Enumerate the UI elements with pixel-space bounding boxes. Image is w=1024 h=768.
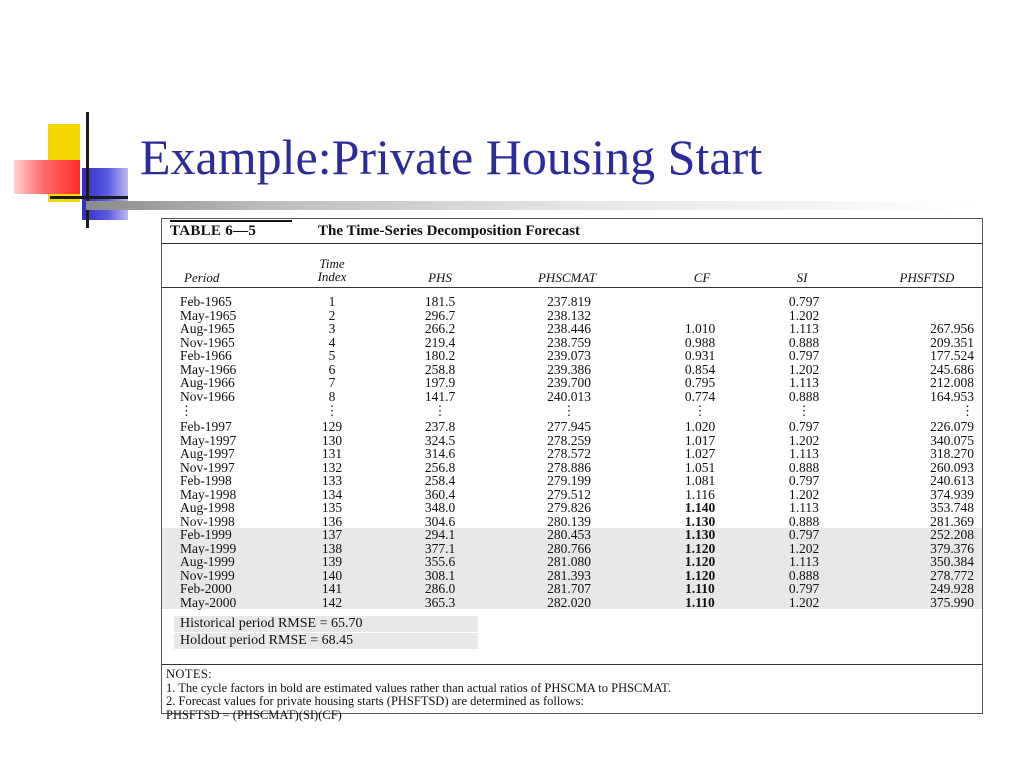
table-row [162, 363, 982, 377]
cell-cf: 1.020 [684, 419, 716, 434]
cell-phs: 294.1 [424, 527, 456, 542]
cell-cf: 0.988 [684, 334, 716, 350]
cell-period: May-1965 [180, 307, 237, 323]
table-row [162, 295, 982, 309]
cell-phscmat: ⋮ [562, 403, 576, 418]
slide-title: Example:Private Housing Start [140, 129, 763, 185]
cell-period: May-1997 [180, 432, 237, 448]
cell-phsftsd: 245.686 [930, 361, 974, 377]
note-2: 2. Forecast values for private housing starts (PHSFTSD) are determined as follows: [166, 694, 584, 708]
header-phs: PHS [428, 270, 452, 285]
decor-horizontal-line [50, 196, 128, 199]
cell-phs: 314.6 [424, 446, 456, 461]
cell-phs: 355.6 [424, 554, 456, 569]
cell-time-index: 140 [321, 567, 343, 583]
cell-period: May-2000 [180, 594, 237, 610]
header-time-index-line2: Index [317, 269, 347, 284]
cell-phsftsd: 212.008 [930, 375, 974, 390]
cell-phsftsd: 177.524 [930, 348, 974, 363]
cell-cf: 1.120 [684, 540, 716, 556]
header-phscmat: PHSCMAT [537, 270, 597, 285]
cell-phs: 324.5 [424, 432, 456, 448]
table-row [162, 390, 982, 404]
table-row [162, 542, 982, 556]
cell-phscmat: 279.826 [547, 500, 591, 515]
cell-cf: 1.140 [684, 500, 716, 515]
cell-time-index: ⋮ [325, 403, 339, 418]
cell-phs: 286.0 [424, 581, 456, 596]
cell-time-index: 135 [321, 500, 343, 515]
cell-phscmat: 281.707 [547, 581, 591, 596]
cell-period: Feb-1998 [180, 473, 232, 488]
cell-period: May-1999 [180, 540, 237, 556]
cell-phscmat: 237.819 [547, 294, 591, 309]
cell-si: 1.113 [789, 500, 819, 515]
cell-period: Nov-1999 [180, 567, 235, 583]
cell-time-index: 136 [321, 513, 343, 529]
cell-cf: 0.931 [684, 348, 716, 363]
cell-si: 0.797 [788, 348, 820, 363]
cell-phscmat: 279.199 [547, 473, 591, 488]
table-label: TABLE 6—5 [170, 223, 257, 239]
cell-period: Aug-1997 [180, 446, 235, 461]
table-row [162, 515, 982, 529]
notes-rule [162, 664, 982, 665]
cell-phscmat: 239.073 [547, 348, 591, 363]
cell-si: 0.888 [788, 334, 820, 350]
cell-si: 0.797 [788, 581, 820, 596]
cell-phsftsd: 240.613 [930, 473, 974, 488]
cell-phscmat: 279.512 [547, 486, 591, 502]
cell-time-index: 134 [321, 486, 343, 502]
table-row [162, 582, 982, 596]
cell-phs: 348.0 [424, 500, 456, 515]
cell-cf: 1.110 [685, 581, 715, 596]
cell-phsftsd: 278.772 [930, 567, 974, 583]
table-row [162, 555, 982, 569]
cell-time-index: 130 [321, 432, 343, 448]
table-rule-top [162, 243, 982, 244]
cell-phscmat: 278.886 [547, 459, 591, 475]
cell-period: ⋮ [180, 403, 193, 418]
cell-phs: 237.8 [424, 419, 456, 434]
header-time-index-line1: Time [319, 256, 345, 271]
cell-si: 1.202 [788, 540, 820, 556]
cell-time-index: 6 [328, 361, 336, 377]
cell-period: May-1998 [180, 486, 237, 502]
cell-phscmat: 239.700 [547, 375, 591, 390]
cell-phs: 377.1 [424, 540, 456, 556]
cell-phsftsd: 209.351 [930, 334, 974, 350]
table-row [162, 322, 982, 336]
cell-si: 1.202 [788, 594, 820, 610]
table-row [162, 434, 982, 448]
table-row-ellipsis [162, 403, 982, 420]
cell-phs: 308.1 [424, 567, 456, 583]
cell-phs: 365.3 [424, 594, 456, 610]
header-period: Period [184, 270, 220, 285]
cell-phs: ⋮ [433, 403, 447, 418]
header-rule [162, 287, 982, 288]
title-underline-rule [86, 201, 986, 210]
cell-phsftsd: ⋮ [961, 403, 974, 418]
table-row [162, 528, 982, 542]
cell-cf: 1.081 [684, 473, 716, 488]
cell-si: 1.202 [788, 432, 820, 448]
table-row [162, 596, 982, 610]
cell-cf: 1.130 [684, 513, 716, 529]
cell-phscmat: 238.132 [547, 307, 591, 323]
table-row [162, 569, 982, 583]
cell-phsftsd: 353.748 [930, 500, 974, 515]
cell-phsftsd: 375.990 [930, 594, 974, 610]
note-3: PHSFTSD = (PHSCMAT)(SI)(CF) [166, 707, 342, 722]
cell-phs: 266.2 [424, 321, 456, 336]
cell-si: 1.113 [789, 321, 819, 336]
cell-cf: 0.795 [684, 375, 716, 390]
cell-si: 1.202 [788, 307, 820, 323]
cell-si: 0.888 [788, 567, 820, 583]
table-caption [170, 223, 581, 240]
cell-period: Aug-1966 [180, 375, 235, 390]
cell-si: 1.113 [789, 446, 819, 461]
decor-vertical-line [86, 112, 89, 228]
cell-phscmat: 281.080 [547, 554, 591, 569]
cell-cf: 1.010 [684, 321, 716, 336]
header-time-index [302, 257, 362, 283]
cell-time-index: 8 [328, 388, 336, 404]
cell-phs: 296.7 [424, 307, 456, 323]
cell-phs: 180.2 [424, 348, 456, 363]
cell-phscmat: 282.020 [547, 594, 591, 610]
cell-si: 0.888 [788, 459, 820, 475]
table-row [162, 309, 982, 323]
cell-phsftsd: 340.075 [930, 432, 974, 448]
cell-si: ⋮ [797, 403, 811, 418]
cell-phscmat: 281.393 [547, 567, 591, 583]
cell-phs: 219.4 [424, 334, 456, 350]
historical-rmse: Historical period RMSE = 65.70 [174, 616, 478, 632]
header-phsftsd: PHSFTSD [899, 270, 955, 285]
cell-phs: 256.8 [424, 459, 456, 475]
decor-red-square [14, 160, 80, 194]
cell-period: Nov-1966 [180, 388, 235, 404]
table-row [162, 488, 982, 502]
cell-time-index: 5 [328, 348, 336, 363]
cell-period: Nov-1965 [180, 334, 235, 350]
cell-phsftsd: 249.928 [930, 581, 974, 596]
cell-si: 0.797 [788, 419, 820, 434]
cell-cf: 1.027 [684, 446, 716, 461]
cell-phs: 258.4 [424, 473, 456, 488]
cell-time-index: 139 [321, 554, 343, 569]
cell-time-index: 138 [321, 540, 343, 556]
note-1: 1. The cycle factors in bold are estimated values rather than actual ratios of PHSCMA to PHSCMAT. [166, 680, 671, 695]
cell-cf: 1.116 [685, 486, 715, 502]
cell-cf: 1.110 [685, 594, 715, 610]
cell-phs: 360.4 [424, 486, 456, 502]
cell-phsftsd: 226.079 [930, 419, 974, 434]
cell-cf: 0.854 [684, 361, 716, 377]
holdout-rmse: Holdout period RMSE = 68.45 [174, 633, 478, 649]
table-body [162, 295, 982, 609]
cell-phscmat: 240.013 [547, 388, 591, 404]
cell-phsftsd: 374.939 [930, 486, 974, 502]
cell-cf: 0.774 [684, 388, 716, 404]
cell-si: 1.113 [789, 554, 819, 569]
decomposition-table [161, 218, 983, 722]
cell-period: Feb-2000 [180, 581, 232, 596]
cell-phscmat: 238.759 [547, 334, 591, 350]
cell-cf: ⋮ [693, 403, 707, 418]
cell-phs: 304.6 [424, 513, 456, 529]
cell-phscmat: 239.386 [547, 361, 591, 377]
cell-period: Aug-1998 [180, 500, 235, 515]
cell-time-index: 2 [328, 307, 336, 323]
cell-period: May-1966 [180, 361, 237, 377]
cell-period: Aug-1999 [180, 554, 235, 569]
cell-period: Feb-1997 [180, 419, 232, 434]
cell-phs: 181.5 [424, 294, 456, 309]
cell-time-index: 137 [321, 527, 343, 542]
table-row [162, 447, 982, 461]
cell-time-index: 133 [321, 473, 343, 488]
cell-time-index: 132 [321, 459, 343, 475]
cell-phs: 197.9 [424, 375, 456, 390]
header-cf: CF [693, 270, 711, 285]
cell-period: Feb-1999 [180, 527, 232, 542]
cell-phscmat: 280.453 [547, 527, 591, 542]
cell-cf: 1.130 [684, 527, 716, 542]
cell-cf: 1.120 [684, 554, 716, 569]
cell-phsftsd: 267.956 [930, 321, 974, 336]
cell-phscmat: 278.572 [547, 446, 591, 461]
notes-heading: NOTES: [166, 667, 213, 681]
cell-phsftsd: 379.376 [930, 540, 974, 556]
table-row [162, 474, 982, 488]
cell-time-index: 7 [328, 375, 336, 390]
table-row [162, 461, 982, 475]
cell-period: Feb-1966 [180, 348, 232, 363]
table-row [162, 501, 982, 515]
cell-period: Nov-1998 [180, 513, 235, 529]
cell-cf: 1.017 [684, 432, 716, 448]
cell-phsftsd: 252.208 [930, 527, 974, 542]
cell-si: 1.202 [788, 361, 820, 377]
cell-time-index: 141 [321, 581, 343, 596]
cell-phsftsd: 281.369 [930, 513, 974, 529]
cell-phs: 258.8 [424, 361, 456, 377]
cell-period: Aug-1965 [180, 321, 235, 336]
cell-si: 0.888 [788, 388, 820, 404]
table-title: The Time-Series Decomposition Forecast [318, 223, 581, 239]
cell-time-index: 3 [328, 321, 336, 336]
cell-phscmat: 280.139 [547, 513, 591, 529]
cell-si: 0.797 [788, 473, 820, 488]
cell-phscmat: 278.259 [547, 432, 591, 448]
cell-phsftsd: 318.270 [930, 446, 974, 461]
header-si: SI [796, 270, 808, 285]
cell-time-index: 142 [321, 594, 343, 610]
table-row [162, 349, 982, 363]
cell-time-index: 4 [328, 334, 336, 350]
cell-time-index: 131 [321, 446, 343, 461]
cell-time-index: 129 [321, 419, 343, 434]
cell-si: 1.113 [789, 375, 819, 390]
cell-period: Nov-1997 [180, 459, 235, 475]
cell-phscmat: 280.766 [547, 540, 591, 556]
caption-rule [170, 220, 292, 222]
cell-cf: 1.051 [684, 459, 716, 475]
cell-phs: 141.7 [424, 388, 456, 404]
cell-phscmat: 238.446 [547, 321, 591, 336]
table-row [162, 336, 982, 350]
cell-phsftsd: 350.384 [930, 554, 974, 569]
cell-si: 1.202 [788, 486, 820, 502]
table-row [162, 376, 982, 390]
cell-phscmat: 277.945 [547, 419, 591, 434]
cell-si: 0.888 [788, 513, 820, 529]
cell-cf: 1.120 [684, 567, 716, 583]
cell-si: 0.797 [788, 294, 820, 309]
cell-phsftsd: 260.093 [930, 459, 974, 475]
cell-phsftsd: 164.953 [930, 388, 974, 404]
cell-time-index: 1 [328, 294, 336, 309]
table-notes [166, 668, 671, 722]
cell-period: Feb-1965 [180, 294, 232, 309]
table-row [162, 420, 982, 434]
cell-si: 0.797 [788, 527, 820, 542]
